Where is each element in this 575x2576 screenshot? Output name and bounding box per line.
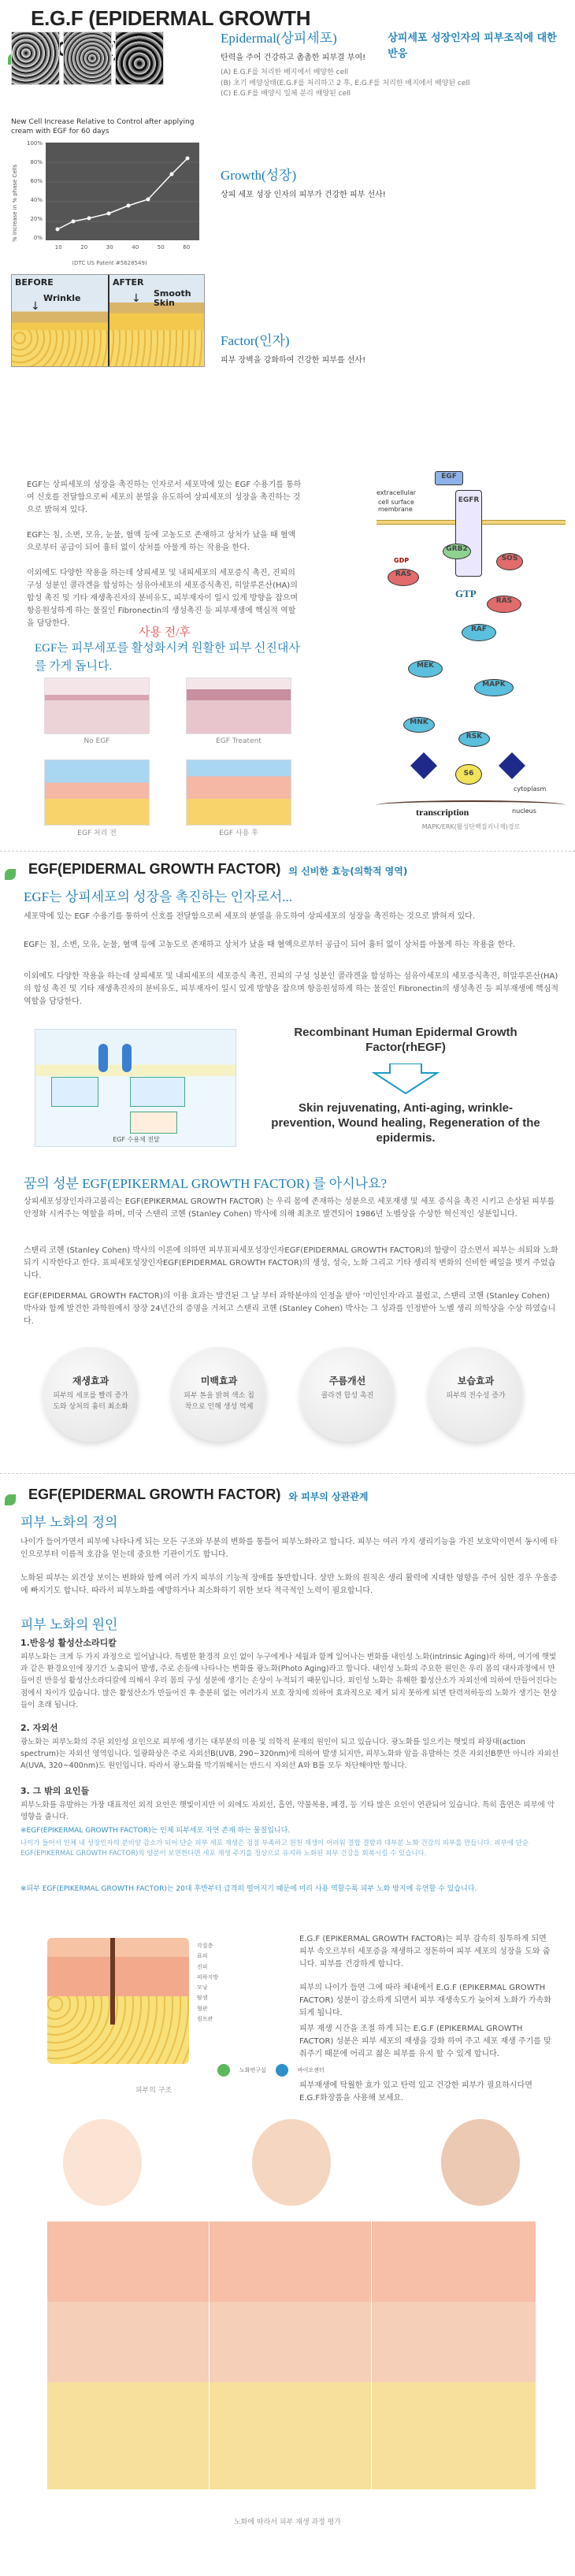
elderly-face — [441, 2119, 520, 2206]
raf-node: RAF — [462, 624, 496, 641]
graph-y-ticks — [25, 139, 43, 242]
s1-para1: EGF는 상피세포의 성장을 촉진하는 인자로서 세포막에 있는 EGF 수용기를 통하여 신호를 전달함으로써 세포의 분열을 유도하여 상피세포의 성장을 촉진하는 것으로 밝혀져 있다. — [27, 481, 302, 514]
gdp-label: GDP — [394, 557, 410, 564]
factor-heading: Factor(인자) — [221, 333, 290, 348]
effect-title: 보습효과 — [457, 1375, 495, 1386]
s3-para2: 노화된 피부는 외견상 보이는 변화와 함께 여러 가지 피부의 기능적 장애를 동반합니다. 상반 노화의 원직은 생리 활력에 지대한 영향을 주어 심한 경우 우울증에 빠지기도 합니다. 따라서 피부노화를 예방하거나 최소화하기 위한 보다 적극적인 노력이 필요합니다. — [20, 1574, 558, 1595]
diagram-label: 피하지방 — [197, 1973, 219, 1980]
ras-node: RAS — [388, 569, 419, 586]
s3-para1: 나이가 들어가면서 피부에 나타나게 되는 모든 구조와 부분의 변화를 통틀어 피부노화라고 합니다. 피부는 여러 가지 생리기능을 가진 보호막이면서 동시에 타인으로부터 이름적 호감을 얻는데 중요한 기관이기도 합니다. — [20, 1538, 558, 1559]
note2: ※피부 EGF(EPIKERMAL GROWTH FACTOR)는 20대 후반부터 급격히 떨어지기 때문에 미리 사용 역할수록 피부 노화 방지에 유연할 수 있습니다. — [20, 1885, 477, 1893]
logo-name: 노화연구실 — [239, 2066, 266, 2073]
rsk-node: RSK — [458, 731, 490, 747]
caption: EGF 처리 전 — [77, 830, 117, 837]
s6-node: S6 — [455, 764, 482, 785]
effect-title: 미백효과 — [200, 1375, 238, 1386]
before-after-text: 사용 전/후 — [139, 626, 191, 639]
cell-image-a — [11, 32, 60, 85]
mek-node: MEK — [408, 660, 443, 677]
aging-faces — [47, 2119, 536, 2214]
skin-diagram-caption: 피부의 구조 — [135, 2087, 172, 2095]
skin-structure-diagram — [47, 1938, 189, 2064]
diagram-label: 표피 — [197, 1953, 208, 1960]
egf-before-image — [44, 759, 150, 826]
diagram-label: 진피 — [197, 1963, 208, 1970]
s2-para2: EGF는 침, 소변, 모유, 눈물, 혈액 등에 고농도로 존재하고 상처가 났을 때 혈액으로부터 공급이 되어 흉터 없이 상처를 아물게 하는 작용을 한다. — [24, 941, 516, 949]
effect-desc: 피부의 세포를 빨리 증가 도와 상처의 흉터 최소화 — [53, 1392, 128, 1411]
diamond-icon — [499, 752, 525, 779]
effect-desc: 콜라겐 합성 촉진 — [321, 1392, 374, 1400]
rhegf-benefits: Skin rejuvenating, Anti-aging, wrinkle-prevention, Wound healing, Regeneration of the epidermis. — [271, 1101, 540, 1145]
y-tick: 100% — [26, 140, 43, 147]
arrow-down-icon — [370, 1063, 441, 1095]
graph-title: New Cell Increase Relative to Control after applying cream with EGF for 60 days — [11, 118, 195, 135]
partner-logos — [217, 2064, 325, 2077]
egfr-node: EGFR — [455, 490, 482, 577]
growth-desc: 상피 세포 성장 인자의 피부가 건강한 피부 선사! — [221, 191, 386, 199]
growth-graph — [11, 118, 208, 268]
egf-right-para4: 피부재생에 탁월한 효가 있고 탄력 있고 건강한 피부가 필요하시다면 E.G.F화장품을 사용해 보세요. — [299, 2081, 532, 2103]
arrow-down-icon: ↓ — [132, 292, 141, 305]
logo-name: 바이오센터 — [297, 2066, 325, 2073]
graph-y-label: % Increase in % phase Cells — [12, 165, 18, 243]
egf-right-para2: 피부의 나이가 들면 그에 따라 체내에서 E.G.F (EPIKERMAL GROWTH FACTOR) 성분이 감소하게 되면서 피부 재생속도가 늦어져 노화가 가속화 되게 됩니다. — [299, 1984, 551, 2017]
egf-treated-image — [186, 677, 291, 734]
mapk-node: MAPK — [474, 679, 514, 696]
cell-image-b — [63, 32, 112, 85]
s2-heading: EGF는 상피세포의 성장을 촉진하는 인자로서... — [24, 889, 293, 904]
diagram-label: 혈관 — [197, 2005, 208, 2012]
section3-title-suffix: 와 피부의 상관관계 — [288, 1491, 369, 1502]
diagram-label: 각질층 — [197, 1943, 213, 1949]
effect-circle-regeneration — [43, 1347, 138, 1442]
cause3-text: 피부노화를 유발하는 가장 대표적인 외적 요인은 햇빛이지만 이 외에도 자외선, 흡연, 약물복용, 폐경, 등 기타 많은 요인이 연관되어 있습니다. 특히 흡연은 피부에 악영향을 줍니다. — [20, 1801, 555, 1822]
section3-header — [5, 1484, 570, 1505]
dream-ingredient-question: 꿈의 성분 EGF(EPIKERMAL GROWTH FACTOR) 를 아시나요? — [24, 1176, 388, 1191]
logo-icon — [217, 2064, 230, 2077]
young-face — [63, 2119, 142, 2206]
y-tick: 80% — [30, 159, 43, 166]
transcription-label: transcription — [416, 807, 469, 818]
s2-q1: 상피세포성장인자라고불리는 EGF(EPIKERMAL GROWTH FACTOR) 는 우리 몸에 존재하는 성분으로 세포재생 및 세포 증식을 촉진 시키고 손상된 피부를 안정화 시켜주는 역할을 하며, 미국 스탠리 코헨 (Stanley Cohen) 박사에 의해 최초로 발견되어 1986년 노벨상을 수상한 혁신적인 성분입니다. — [24, 1197, 555, 1219]
s2-para3: 이외에도 다양한 작용을 하는데 상피세포 및 내피세포의 세포증식 촉진, 진피의 구성 성분인 콜라겐을 합성하는 섬유아세포의 세포증식촉진, 히알루론산(HA)의 합성 촉진 및 기타 재생촉진자의 분비유도, 피부재자이 일시 있게 방향을 잡으며 항응원성하게 하는 물질인 Fibronectin의 생성촉진 등 피부재생에 핵심적 역할을 담당한다. — [24, 972, 559, 1006]
epidermal-lead: 탄력을 주어 건강하고 촘촘한 피부결 부여! — [221, 54, 366, 62]
effect-circle-moisture — [428, 1347, 523, 1442]
x-tick: 60 — [183, 244, 191, 251]
cause1-heading: 1.반응성 활성산소라디칼 — [20, 1638, 117, 1648]
y-tick: 40% — [30, 197, 43, 204]
section2-header — [5, 859, 570, 880]
effect-circle-wrinkle — [300, 1347, 395, 1442]
egf-receptor-label: EGF 수용체 전달 — [113, 1136, 160, 1143]
effect-desc: 피부의 전수성 증가 — [446, 1392, 506, 1400]
ras-node: RAS — [487, 596, 521, 613]
cause1-text: 피부노화는 크게 두 가지 과정으로 일어납니다. 특별한 환경적 요인 없이 누구에게나 세월과 함께 일어나는 변화를 내인성 노화(intrinsic Aging)라 하며, 여기에 햇빛과 같은 환경요인에 장기간 노출되어 발생, 주로 손등에 나타나는 변화를 광노화(Photo Aging)라고 합니다. 내인성 노화의 주요한 원인은 우리 몸의 대사과정에서 만들어진 반응성 활성산소라디칼에 의해서 우리 몸의 구성 성분에 생기는 손상이 누적되기 때문입니다. 외인성 노화는 유해한 활성산소가 자외선에 의하여 만들어진다는 점에서 차이가 있습니다. 많은 활성산소가 만들어진 후 충분히 없는 여러가지 보호 장치에 의하여 효과적으로 제거 되지 못하게 되면 탄력저하등의 노화가 생기는 현상들이 초래 됩니다. — [20, 1653, 558, 1709]
after-label: AFTER — [113, 277, 144, 288]
graph-x-ticks — [46, 243, 199, 252]
mapk-pathway-diagram — [377, 471, 566, 841]
x-tick: 50 — [157, 244, 165, 251]
sos-node: SOS — [496, 553, 523, 570]
aging-skin-cross-section — [47, 2222, 536, 2489]
cell-image-c — [115, 32, 164, 85]
y-tick: 60% — [30, 178, 43, 185]
section1-subtitle: 상피세포 성장인자의 피부조직에 대한 반응 — [388, 32, 557, 60]
y-tick: 0% — [33, 234, 43, 241]
skin-diagram-labels — [197, 1941, 252, 2025]
before-label: BEFORE — [15, 277, 54, 288]
x-tick: 10 — [54, 244, 62, 251]
diagram-label: 땀샘 — [197, 1995, 208, 2002]
section1-title: E.G.F (EPIDERMAL GROWTH — [31, 6, 311, 30]
egf-after-image — [186, 759, 291, 826]
section3-title: EGF(EPIDERMAL GROWTH FACTOR) — [28, 1487, 281, 1502]
epidermal-notes — [221, 68, 559, 100]
cause2-text: 광노화는 피부노화의 주된 외인성 요인으로 피부에 생기는 대부분의 미용 및 의학적 문제의 원인이 되고 있습니다. 광노화를 일으키는 햇빛의 파장대(action spectrum)는 자외선 영역입니다. 일광화상은 주로 자외선B(UVB, 290~320nm)에 의하여 발생 되지만, 피부노화와 암을 유발하는 것은 자외선B뿐만 아니라 자외선A(UVA, 320~400nm)도 원인입니다. 따라서 광노화를 막기위해서는 반드시 자외선 A와 B를 모두 차단해야만 합니다. — [20, 1738, 559, 1771]
section2-title-suffix: 의 신비한 효능(의학적 영역) — [288, 866, 408, 877]
before-after-image — [11, 274, 205, 367]
x-tick: 30 — [106, 244, 113, 251]
graph-plot — [46, 143, 199, 240]
leaf-icon — [5, 1494, 16, 1505]
note1-body: 나이가 들어서 인체 내 성장인자의 분비양 감소가 되어 단순 피부 세포 재생은 점점 부족하고 원천 재생이 어려워 결합 결함과 대부분 노화 건강의 피부를 만듭니다. 피부에 단순 EGF(EPIKERMAL GROWTH FACTOR)의 양분이 보면한다면 세포 재생 주기를 정상으로 유지하 노화된 피부 건강을 회복시킬 수 있습니다. — [20, 1839, 529, 1858]
no-egf-image — [44, 677, 150, 734]
s2-para1: 세포막에 있는 EGF 수용기를 통하여 신호를 전달함으로써 세포의 분열을 유도하여 상피세포의 성장을 촉진하는 것으로 밝혀져 있다. — [24, 912, 475, 921]
y-tick: 20% — [30, 215, 43, 222]
membrane-label: cell surface membrane — [378, 499, 414, 513]
arrow-down-icon: ↓ — [31, 300, 40, 313]
note1: ※EGF(EPIKERMAL GROWTH FACTOR)는 인체 피부세포 자연 존재 하는 물질입니다. — [20, 1827, 291, 1835]
mnk-node: MNK — [403, 717, 435, 733]
factor-desc: 피부 장벽을 강화하여 건강한 피부를 선사! — [221, 356, 366, 365]
cause2-heading: 2. 자외선 — [20, 1723, 58, 1733]
x-tick: 20 — [80, 244, 88, 251]
s2-q3: EGF(EPIDERMAL GROWTH FACTOR)의 이용 효과는 발견된 그 날 부터 과학분야의 인정을 받아 '미인인자'라고 불렀고, 스탠리 코헨 (Stanley Cohen) 박사와 함께 발견한 과학원에서 장장 24년간의 증명을 거쳐고 스탠리 코헨 (Stanley Cohen) 박사는 그 성과를 인정받아 노벨 생리 의학상을 수상 하였습니다. — [24, 1292, 556, 1326]
effect-circle-whitening — [172, 1347, 266, 1442]
middle-age-face — [252, 2119, 331, 2206]
aging-caption: 노화에 따라서 피부 재생 과정 평가 — [233, 2518, 342, 2526]
efficacy-text: EGF는 피부세포를 활성화시켜 원활한 피부 신진대사를 가게 돕니다. — [35, 642, 300, 673]
rhegf-title: Recombinant Human Epidermal Growth Factor(rhEGF) — [294, 1026, 518, 1054]
egf-right-para3: 피부 재생 시간을 조절 하게 되는 E.G.F (EPIKERMAL GROWTH FACTOR) 성분은 피부 세포의 재생을 강화 하여 주고 세포 재생 주기를 맞춰주기 때문에 어리고 젊은 피부를 유지 할 수 있게 합니다. — [299, 2025, 551, 2058]
graph-source: (DTC US Patent #5628549) — [72, 260, 147, 267]
growth-heading: Growth(성장) — [221, 168, 297, 183]
egf-receptor-diagram — [35, 1029, 236, 1147]
section2-title: EGF(EPIDERMAL GROWTH FACTOR) — [28, 861, 281, 877]
s1-para2: EGF는 침, 소변, 모유, 눈물, 혈액 등에 고농도로 존재하고 상처가 났을 때 혈액으로부터 공급이 되어 흉터 없이 상처를 아물게 하는 작용을 한다. — [27, 531, 296, 552]
effect-title: 주름개선 — [328, 1375, 366, 1386]
caption: EGF Treatent — [216, 737, 262, 745]
diamond-icon — [410, 752, 437, 779]
epidermal-note: (A) E.G.F를 처리한 배지에서 배양한 cell — [221, 69, 349, 76]
s1-para3: 이외에도 다양한 작용을 하는데 상피세포 및 내피세포의 세포증식 촉진, 진피의 구성 성분인 콜라겐을 합성하는 섬유아세포의 세포증식촉진, 히알루론산(HA)의 합성 촉진 및 기타 재생촉진자의 분비유도, 피부재자이 일시 있게 방향을 잡으며 항응원성하게 하는 물질인 Fibronectin의 생성촉진 등 피부재생에 핵심적 역할을 담당한다. — [27, 569, 299, 628]
diagram-label: 모낭 — [197, 1984, 208, 1991]
effect-desc: 피부 톤을 밝혀 색소 침착으로 인해 생성 억제 — [184, 1392, 254, 1411]
effect-title: 재생효과 — [72, 1375, 109, 1386]
leaf-icon — [5, 869, 16, 880]
pathway-caption: MAPK/ERK(활성단백질키나제)경로 — [421, 823, 521, 830]
epidermal-note: (C) E.G.F를 배양시 일체 분리 배양된 cell — [221, 90, 351, 98]
smooth-label: Smooth Skin — [154, 288, 191, 309]
nucleus-label: nucleus — [512, 807, 536, 815]
s2-q2: 스탠리 코헨 (Stanley Cohen) 박사의 이론에 의하면 피부표피세포성장인자EGF(EPIDERMAL GROWTH FACTOR)의 함량이 감소면서 피부는 쇠퇴와 노화되기 시작한다고 한다. 표피세포성장인자EGF(EPIDERMAL GROWTH FACTOR)의 생성, 성숙, 노화 그리고 기타 생리적 변화의 신비한 베일을 벗겨 주었습니다. — [24, 1246, 558, 1280]
grb2-node: GRB2 — [443, 544, 471, 559]
epidermal-heading: Epidermal(상피세포) — [221, 31, 337, 46]
caption: EGF 사용 후 — [219, 830, 258, 837]
caption: No EGF — [83, 737, 110, 745]
cytoplasm-label: cytoplasm — [514, 785, 547, 792]
diagram-label: 림프관 — [197, 2016, 213, 2023]
gtp-label: GTP — [455, 588, 477, 599]
cause3-heading: 3. 그 밖의 요인들 — [20, 1786, 90, 1796]
extracellular-label: extracellular — [377, 489, 417, 496]
aging-definition-heading: 피부 노화의 정의 — [20, 1515, 118, 1530]
aging-causes-heading: 피부 노화의 원인 — [20, 1617, 118, 1632]
egf-node: EGF — [435, 471, 463, 485]
epidermal-note: (B) 초기 배양상태(E.G.F를 처리하고 2 후, E.G.F를 처리한 배지에서 배양된 cell — [221, 79, 470, 87]
wrinkle-label: Wrinkle — [43, 293, 81, 303]
logo-icon — [276, 2064, 288, 2077]
x-tick: 40 — [132, 244, 139, 251]
egf-right-para1: E.G.F (EPIKERMAL GROWTH FACTOR)는 피부 감속히 침투하게 되면 피부 속오르부터 세포증을 재생하고 정돈하여 피부 세포의 성장을 도와 줍니다. 피부를 건강하게 합니다. — [299, 1935, 551, 1969]
